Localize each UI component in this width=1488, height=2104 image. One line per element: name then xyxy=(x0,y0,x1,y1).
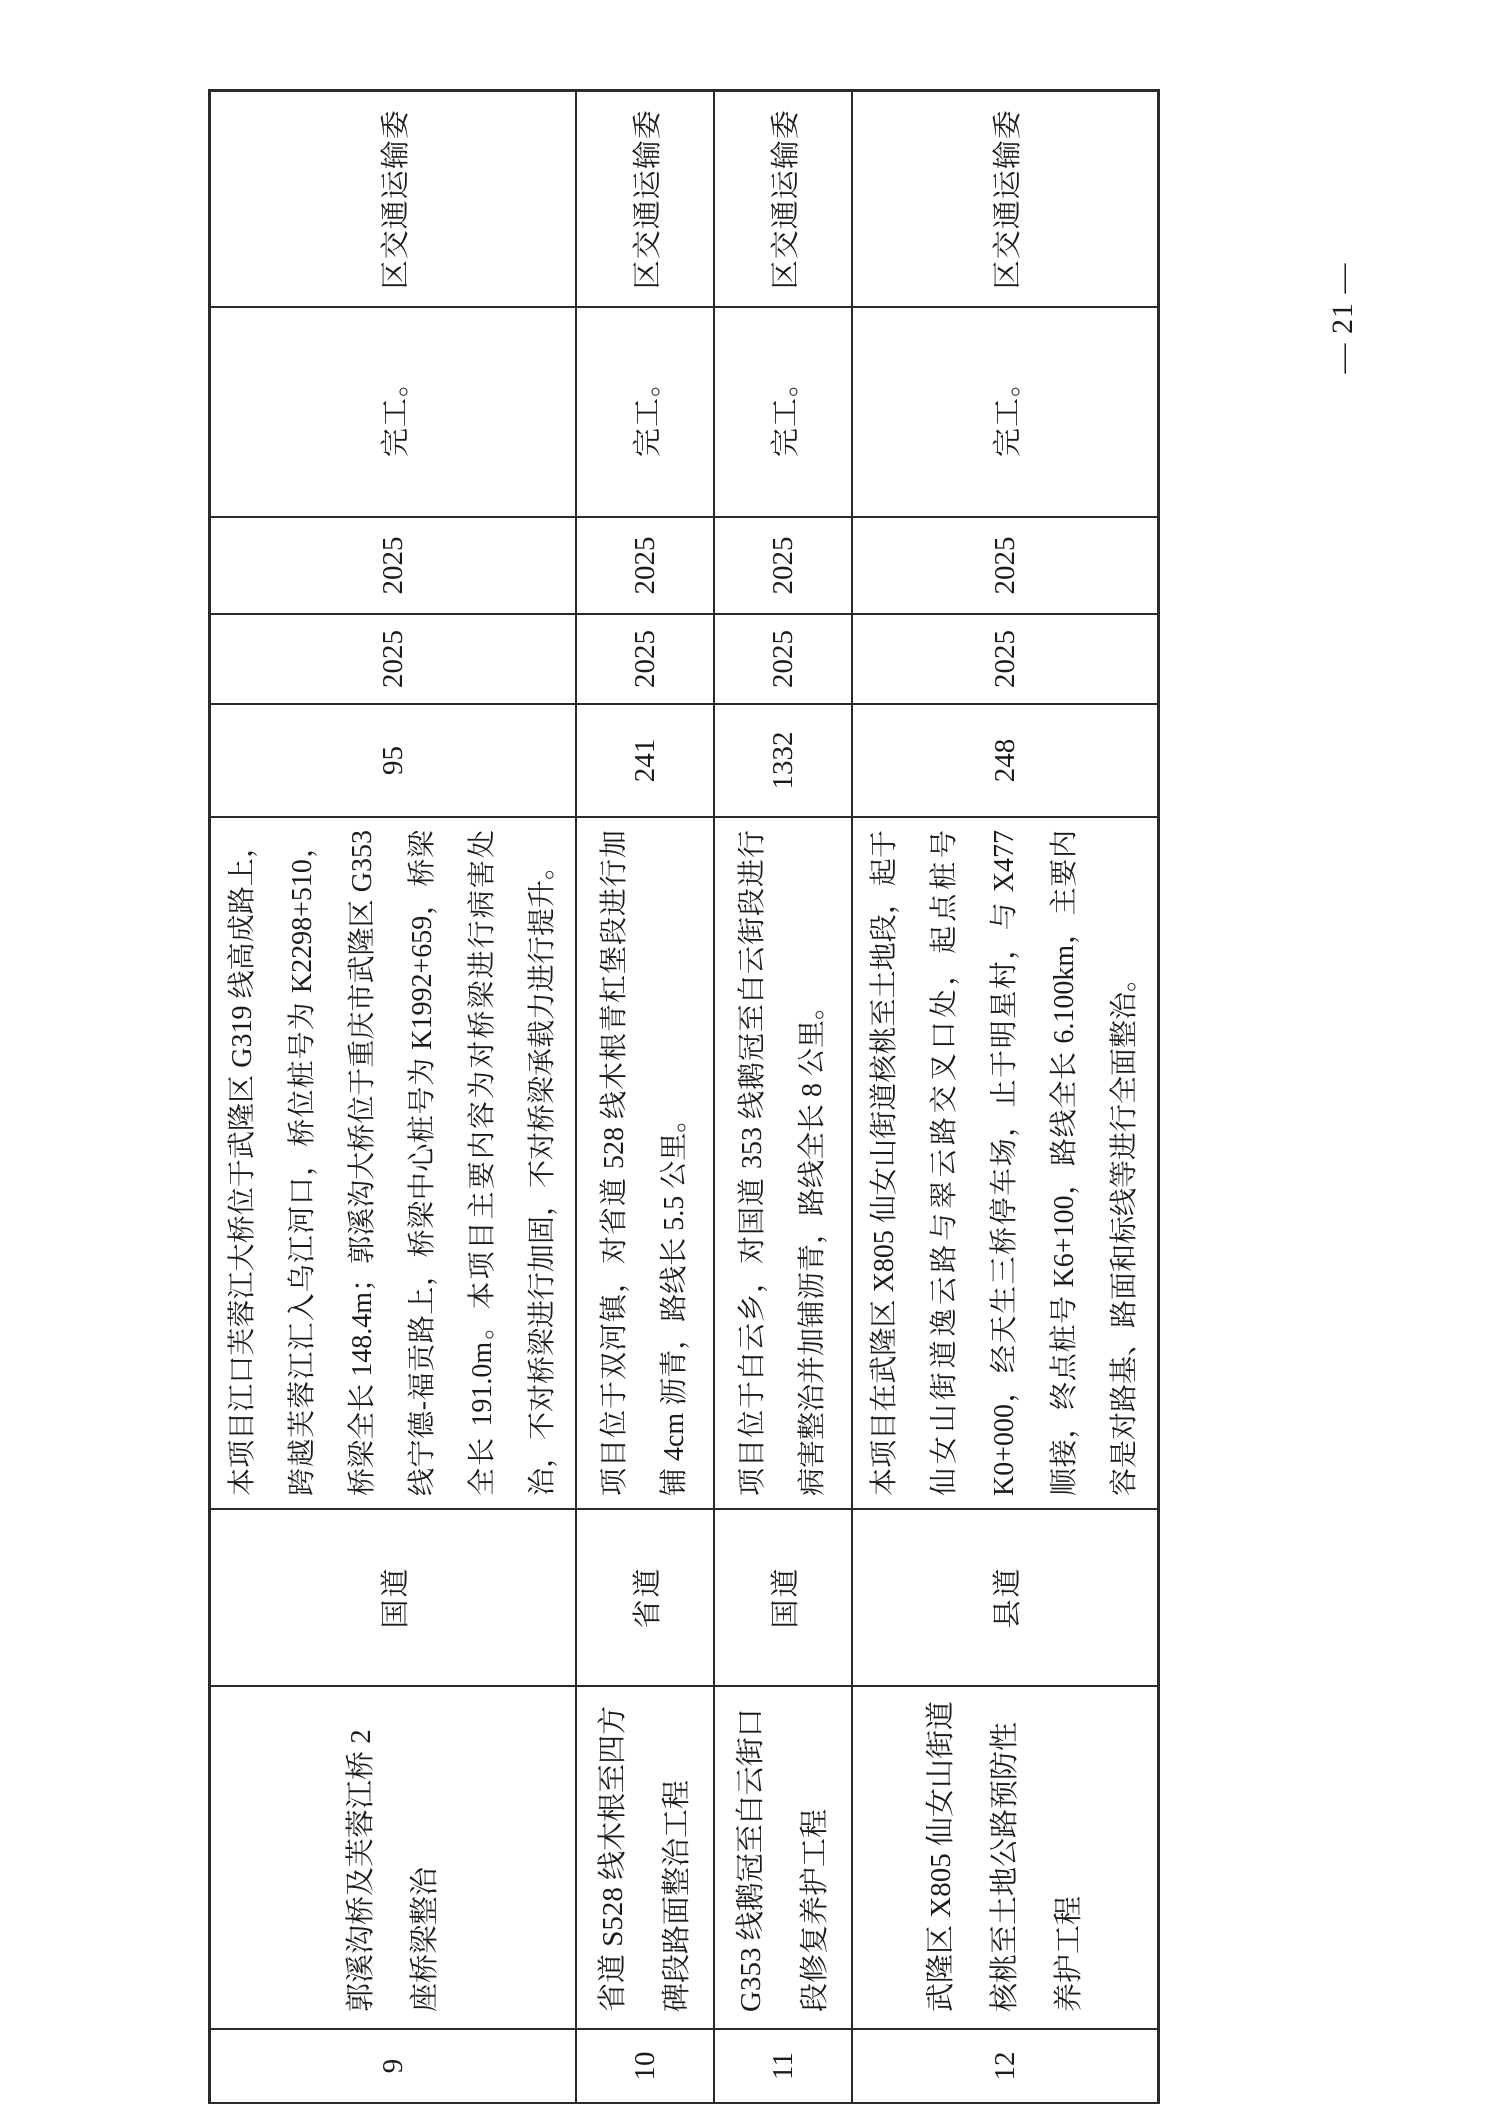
page-number: — 21 — xyxy=(1326,262,1359,374)
project-name: 省道 S528 线木根至四方碑段路面整治工程 xyxy=(576,1686,714,2029)
responsible-unit: 区交通运输委 xyxy=(714,91,852,307)
end-year: 2025 xyxy=(576,517,714,614)
completion-status: 完工。 xyxy=(714,307,852,517)
responsible-unit: 区交通运输委 xyxy=(210,91,577,307)
project-description: 本项目在武隆区 X805 仙女山街道核桃至土地段，起于仙女山街道逸云路与翠云路交叉口处，起点桩号 K0+000，经天生三桥停车场，止于明星村，与 X477 顺接，终点桩号 K6+100，路线全长 6.100km，主要内容是对路基、路面和标线等进行全面整治。 xyxy=(852,817,1159,1509)
responsible-unit: 区交通运输委 xyxy=(852,91,1159,307)
road-grade: 省道 xyxy=(576,1509,714,1686)
start-year: 2025 xyxy=(714,614,852,704)
road-grade: 国道 xyxy=(210,1509,577,1686)
row-number: 10 xyxy=(576,2029,714,2103)
table-row xyxy=(714,91,852,2103)
row-number: 12 xyxy=(852,2029,1159,2103)
row-number: 11 xyxy=(714,2029,852,2103)
project-name: G353 线鹅冠至白云街口段修复养护工程 xyxy=(714,1686,852,2029)
table-row xyxy=(576,91,714,2103)
start-year: 2025 xyxy=(852,614,1159,704)
road-grade: 县道 xyxy=(852,1509,1159,1686)
table-row xyxy=(852,91,1159,2103)
end-year: 2025 xyxy=(210,517,577,614)
table-row xyxy=(210,91,577,2103)
completion-status: 完工。 xyxy=(210,307,577,517)
investment-amount: 1332 xyxy=(714,704,852,817)
start-year: 2025 xyxy=(576,614,714,704)
project-description: 项目位于白云乡，对国道 353 线鹅冠至白云街段进行病害整治并加铺沥青，路线全长 8 公里。 xyxy=(714,817,852,1509)
investment-amount: 95 xyxy=(210,704,577,817)
project-description: 项目位于双河镇，对省道 528 线木根青杠堡段进行加铺 4cm 沥青，路线长 5.5 公里。 xyxy=(576,817,714,1509)
end-year: 2025 xyxy=(852,517,1159,614)
end-year: 2025 xyxy=(714,517,852,614)
project-description: 本项目江口芙蓉江大桥位于武隆区 G319 线高成路上，跨越芙蓉江汇入乌江河口，桥位桩号为 K2298+510，桥梁全长 148.4m；郭溪沟大桥位于重庆市武隆区 G353 线宁德-福贡路上，桥梁中心桩号为 K1992+659，桥梁全长 191.0m。本项目主要内容为对桥梁进行病害处治，不对桥梁进行加固，不对桥梁承载力进行提升。 xyxy=(210,817,577,1509)
road-grade: 国道 xyxy=(714,1509,852,1686)
investment-amount: 241 xyxy=(576,704,714,817)
completion-status: 完工。 xyxy=(852,307,1159,517)
investment-amount: 248 xyxy=(852,704,1159,817)
start-year: 2025 xyxy=(210,614,577,704)
project-name: 郭溪沟桥及芙蓉江桥 2 座桥梁整治 xyxy=(210,1686,577,2029)
responsible-unit: 区交通运输委 xyxy=(576,91,714,307)
row-number: 9 xyxy=(210,2029,577,2103)
projects-table xyxy=(208,90,1160,2104)
project-name: 武隆区 X805 仙女山街道核桃至土地公路预防性养护工程 xyxy=(852,1686,1159,2029)
completion-status: 完工。 xyxy=(576,307,714,517)
